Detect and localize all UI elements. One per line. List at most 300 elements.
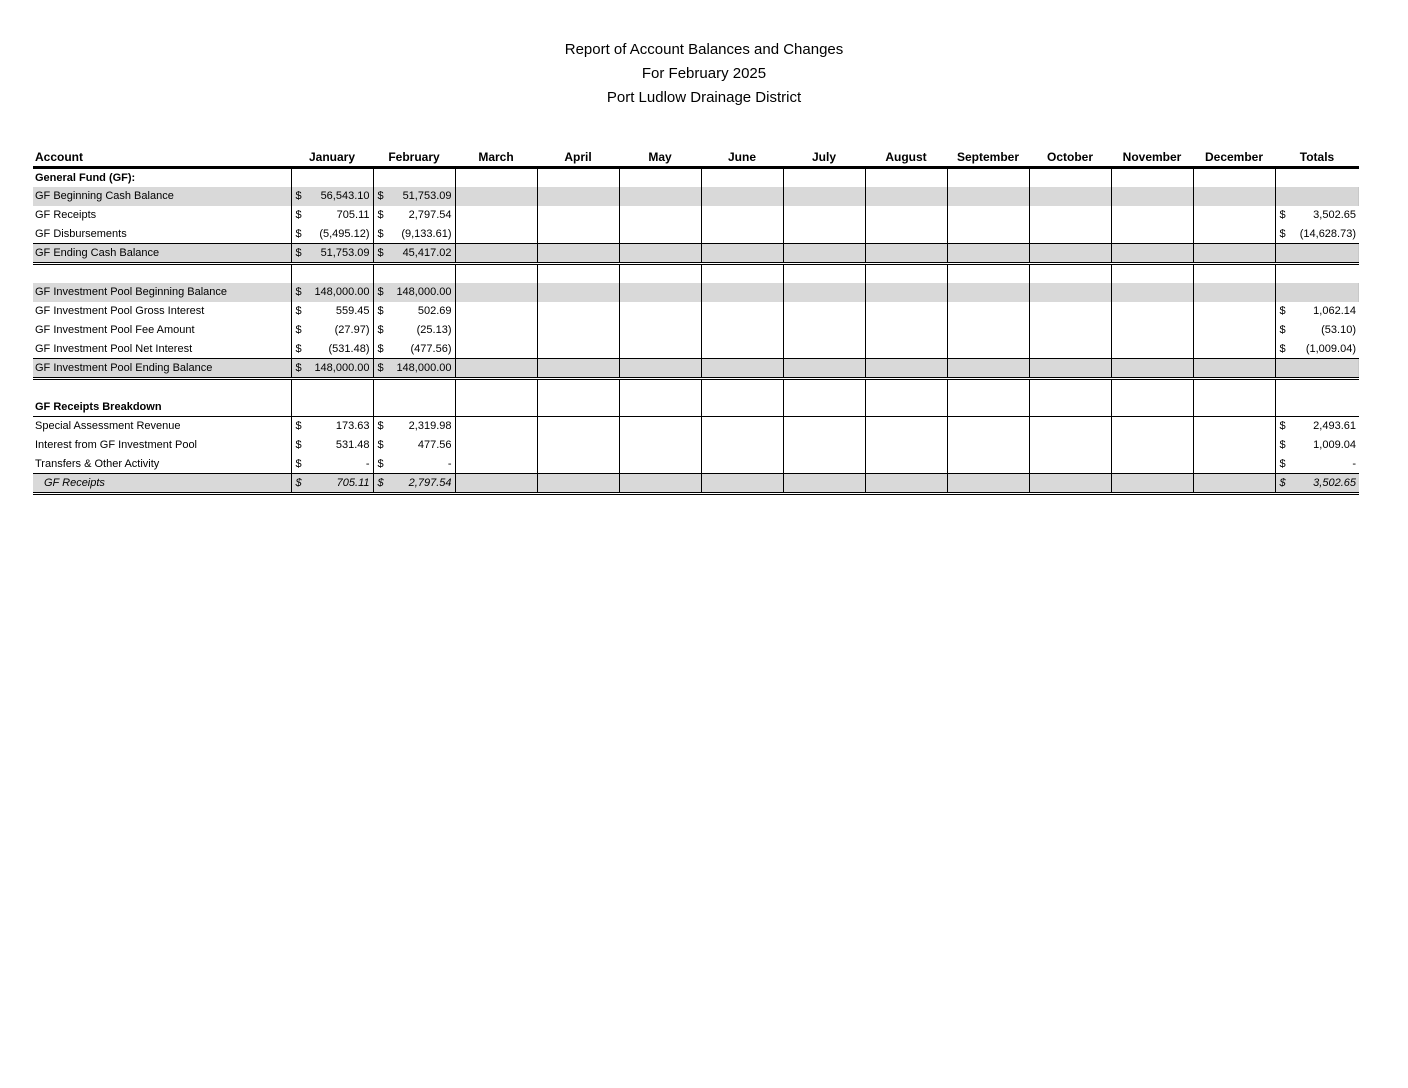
currency-symbol: $: [295, 247, 302, 259]
column-header-march: March: [455, 146, 537, 167]
cell-october: [1029, 359, 1111, 379]
cell-december: [1193, 167, 1275, 187]
amount-value: (531.48): [328, 342, 370, 355]
cell-august: [865, 379, 947, 398]
cell-march: [455, 244, 537, 264]
account-label: GF Receipts: [35, 209, 97, 221]
cell-july: [783, 359, 865, 379]
cell-march: [455, 474, 537, 494]
report-title: Report of Account Balances and Changes: [564, 41, 844, 58]
cell-september: [947, 167, 1029, 187]
cell-april: [537, 359, 619, 379]
cell-september: [947, 187, 1029, 206]
table-row-gf-pool-fee: [33, 321, 1359, 340]
currency-symbol: $: [377, 247, 384, 259]
cell-may: [619, 264, 701, 283]
cell-january: [291, 206, 373, 225]
amount-value: 2,797.54: [408, 477, 452, 489]
cell-january: [291, 436, 373, 455]
cell-february: [373, 321, 455, 340]
cell-november: [1111, 283, 1193, 302]
cell-march: [455, 436, 537, 455]
cell-may: [619, 359, 701, 379]
cell-march: [455, 264, 537, 283]
table-row-gf-pool-gross-interest: [33, 302, 1359, 321]
cell-january: [291, 244, 373, 264]
cell-september: [947, 417, 1029, 436]
amount-value: 148,000.00: [314, 362, 370, 374]
cell-august: [865, 302, 947, 321]
cell-may: [619, 302, 701, 321]
cell-january: [291, 225, 373, 244]
cell-totals: [1275, 359, 1359, 379]
table-row-spacer-1: [33, 264, 1359, 283]
cell-april: [537, 264, 619, 283]
cell-totals: [1275, 264, 1359, 283]
cell-january: [291, 167, 373, 187]
amount-value: (9,133.61): [401, 227, 452, 240]
cell-january: [291, 321, 373, 340]
amount-value: 559.45: [335, 305, 370, 317]
amount-value: 705.11: [336, 209, 370, 221]
cell-totals: [1275, 379, 1359, 398]
cell-june: [701, 167, 783, 187]
cell-september: [947, 206, 1029, 225]
cell-march: [455, 340, 537, 359]
table-row-special-assessment: [33, 417, 1359, 436]
table-row-gf-pool-beginning: [33, 283, 1359, 302]
cell-august: [865, 455, 947, 474]
account-label: GF Receipts: [33, 474, 291, 494]
cell-may: [619, 436, 701, 455]
cell-october: [1029, 264, 1111, 283]
cell-september: [947, 340, 1029, 359]
cell-totals: [1275, 474, 1359, 494]
table-row-gf-beginning-cash: [33, 187, 1359, 206]
currency-symbol: $: [377, 324, 384, 336]
cell-june: [701, 225, 783, 244]
currency-symbol: $: [377, 305, 384, 317]
cell-april: [537, 340, 619, 359]
cell-june: [701, 206, 783, 225]
cell-november: [1111, 417, 1193, 436]
cell-january: [291, 398, 373, 417]
table-row-interest-from-pool: [33, 436, 1359, 455]
cell-april: [537, 474, 619, 494]
cell-totals: [1275, 225, 1359, 244]
balances-table: [33, 146, 1359, 495]
account-label: GF Investment Pool Fee Amount: [35, 324, 195, 336]
currency-symbol: $: [295, 209, 302, 221]
table-row-gf-receipts: [33, 206, 1359, 225]
cell-totals: [1275, 436, 1359, 455]
cell-november: [1111, 455, 1193, 474]
cell-march: [455, 302, 537, 321]
cell-may: [619, 398, 701, 417]
cell-september: [947, 398, 1029, 417]
currency-symbol: $: [377, 420, 384, 433]
cell-february: [373, 225, 455, 244]
amount-value: 705.11: [336, 477, 370, 489]
cell-totals: [1275, 167, 1359, 187]
currency-symbol: $: [377, 457, 384, 470]
total-value: (53.10): [1321, 324, 1356, 336]
currency-symbol: $: [1279, 324, 1286, 336]
currency-symbol: $: [377, 286, 384, 298]
cell-september: [947, 283, 1029, 302]
amount-value: 2,319.98: [408, 420, 452, 433]
currency-symbol: $: [377, 190, 384, 202]
currency-symbol: $: [295, 457, 302, 470]
cell-december: [1193, 455, 1275, 474]
cell-december: [1193, 264, 1275, 283]
cell-march: [455, 379, 537, 398]
cell-february: [373, 436, 455, 455]
cell-july: [783, 167, 865, 187]
cell-april: [537, 187, 619, 206]
cell-october: [1029, 436, 1111, 455]
account-label: GF Ending Cash Balance: [33, 244, 291, 264]
cell-april: [537, 321, 619, 340]
total-value: (1,009.04): [1305, 342, 1356, 355]
cell-april: [537, 167, 619, 187]
cell-february: [373, 206, 455, 225]
cell-september: [947, 474, 1029, 494]
cell-july: [783, 302, 865, 321]
cell-june: [701, 474, 783, 494]
cell-october: [1029, 321, 1111, 340]
table-row-gf-receipts-total: [33, 474, 1359, 494]
cell-december: [1193, 398, 1275, 417]
cell-totals: [1275, 283, 1359, 302]
cell-august: [865, 187, 947, 206]
cell-april: [537, 244, 619, 264]
cell-december: [1193, 187, 1275, 206]
amount-value: 56,543.10: [320, 190, 370, 202]
cell-september: [947, 244, 1029, 264]
cell-december: [1193, 379, 1275, 398]
cell-july: [783, 436, 865, 455]
amount-value: (477.56): [410, 342, 452, 355]
column-header-june: June: [701, 146, 783, 167]
cell-january: [291, 474, 373, 494]
cell-june: [701, 359, 783, 379]
column-header-july: July: [783, 146, 865, 167]
amount-value: 173.63: [335, 420, 370, 433]
cell-march: [455, 206, 537, 225]
currency-symbol: $: [1279, 477, 1286, 489]
cell-may: [619, 455, 701, 474]
cell-march: [455, 321, 537, 340]
cell-june: [701, 417, 783, 436]
cell-february: [373, 283, 455, 302]
cell-august: [865, 244, 947, 264]
cell-october: [1029, 167, 1111, 187]
cell-october: [1029, 398, 1111, 417]
report-entity: Port Ludlow Drainage District: [606, 89, 802, 106]
account-label: [33, 379, 291, 398]
cell-totals: [1275, 455, 1359, 474]
amount-value: (5,495.12): [319, 227, 370, 240]
cell-totals: [1275, 187, 1359, 206]
cell-totals: [1275, 417, 1359, 436]
amount-value: 45,417.02: [402, 247, 452, 259]
cell-april: [537, 455, 619, 474]
cell-november: [1111, 398, 1193, 417]
cell-august: [865, 206, 947, 225]
cell-december: [1193, 340, 1275, 359]
cell-june: [701, 302, 783, 321]
cell-september: [947, 359, 1029, 379]
cell-july: [783, 321, 865, 340]
cell-august: [865, 321, 947, 340]
amount-value: 148,000.00: [396, 362, 452, 374]
cell-july: [783, 398, 865, 417]
cell-december: [1193, 474, 1275, 494]
cell-june: [701, 321, 783, 340]
cell-august: [865, 167, 947, 187]
currency-symbol: $: [295, 439, 302, 451]
cell-january: [291, 379, 373, 398]
cell-february: [373, 455, 455, 474]
amount-value: 477.56: [417, 439, 452, 451]
currency-symbol: $: [377, 209, 384, 221]
account-label: GF Investment Pool Net Interest: [35, 342, 193, 355]
cell-february: [373, 264, 455, 283]
cell-november: [1111, 206, 1193, 225]
cell-march: [455, 417, 537, 436]
cell-january: [291, 340, 373, 359]
cell-may: [619, 283, 701, 302]
cell-august: [865, 340, 947, 359]
cell-july: [783, 340, 865, 359]
column-header-october: October: [1029, 146, 1111, 167]
cell-october: [1029, 340, 1111, 359]
cell-october: [1029, 474, 1111, 494]
cell-february: [373, 379, 455, 398]
cell-september: [947, 264, 1029, 283]
cell-july: [783, 474, 865, 494]
cell-august: [865, 264, 947, 283]
column-header-january: January: [291, 146, 373, 167]
cell-totals: [1275, 244, 1359, 264]
cell-november: [1111, 321, 1193, 340]
cell-may: [619, 225, 701, 244]
table-row-gf-pool-ending: [33, 359, 1359, 379]
cell-september: [947, 379, 1029, 398]
cell-september: [947, 455, 1029, 474]
currency-symbol: $: [295, 342, 302, 355]
cell-july: [783, 187, 865, 206]
cell-july: [783, 379, 865, 398]
cell-january: [291, 302, 373, 321]
account-label: GF Beginning Cash Balance: [33, 187, 291, 206]
cell-april: [537, 417, 619, 436]
cell-january: [291, 417, 373, 436]
cell-february: [373, 359, 455, 379]
cell-march: [455, 187, 537, 206]
cell-march: [455, 359, 537, 379]
table-row-spacer-2: [33, 379, 1359, 398]
column-header-april: April: [537, 146, 619, 167]
cell-august: [865, 283, 947, 302]
cell-february: [373, 244, 455, 264]
column-header-september: September: [947, 146, 1029, 167]
total-value: -: [1352, 457, 1356, 470]
cell-october: [1029, 244, 1111, 264]
cell-december: [1193, 417, 1275, 436]
cell-february: [373, 398, 455, 417]
account-label: GF Investment Pool Beginning Balance: [33, 283, 291, 302]
account-label: GF Receipts Breakdown: [35, 400, 162, 413]
cell-november: [1111, 167, 1193, 187]
cell-april: [537, 398, 619, 417]
account-label: Transfers & Other Activity: [35, 457, 160, 470]
cell-october: [1029, 417, 1111, 436]
cell-december: [1193, 302, 1275, 321]
cell-may: [619, 244, 701, 264]
amount-value: 502.69: [417, 305, 452, 317]
cell-totals: [1275, 302, 1359, 321]
cell-march: [455, 455, 537, 474]
table-row-gf-receipts-breakdown: [33, 398, 1359, 417]
amount-value: 148,000.00: [396, 286, 452, 298]
cell-november: [1111, 264, 1193, 283]
currency-symbol: $: [377, 477, 384, 489]
amount-value: 51,753.09: [402, 190, 452, 202]
cell-april: [537, 379, 619, 398]
cell-may: [619, 417, 701, 436]
cell-october: [1029, 187, 1111, 206]
cell-november: [1111, 244, 1193, 264]
cell-october: [1029, 225, 1111, 244]
account-label: Special Assessment Revenue: [33, 417, 291, 436]
account-label: GF Disbursements: [35, 227, 127, 240]
cell-march: [455, 225, 537, 244]
cell-september: [947, 436, 1029, 455]
cell-november: [1111, 340, 1193, 359]
currency-symbol: $: [377, 362, 384, 374]
cell-totals: [1275, 398, 1359, 417]
cell-april: [537, 436, 619, 455]
cell-june: [701, 340, 783, 359]
cell-november: [1111, 379, 1193, 398]
cell-may: [619, 474, 701, 494]
total-value: (14,628.73): [1299, 227, 1356, 240]
currency-symbol: $: [295, 227, 302, 240]
account-label: Interest from GF Investment Pool: [35, 439, 198, 451]
cell-october: [1029, 379, 1111, 398]
cell-november: [1111, 187, 1193, 206]
cell-october: [1029, 455, 1111, 474]
cell-october: [1029, 206, 1111, 225]
amount-value: -: [365, 457, 370, 470]
amount-value: 51,753.09: [320, 247, 370, 259]
cell-june: [701, 283, 783, 302]
cell-april: [537, 302, 619, 321]
cell-august: [865, 436, 947, 455]
table-row-gf-pool-net-interest: [33, 340, 1359, 359]
amount-value: -: [447, 457, 452, 470]
amount-value: 2,797.54: [408, 209, 452, 221]
cell-october: [1029, 283, 1111, 302]
currency-symbol: $: [295, 305, 302, 317]
currency-symbol: $: [295, 324, 302, 336]
total-value: 3,502.65: [1313, 477, 1356, 489]
cell-august: [865, 225, 947, 244]
cell-january: [291, 283, 373, 302]
table-row-gf-ending-cash: [33, 244, 1359, 264]
cell-april: [537, 283, 619, 302]
cell-december: [1193, 321, 1275, 340]
currency-symbol: $: [377, 439, 384, 451]
column-header-november: November: [1111, 146, 1193, 167]
currency-symbol: $: [377, 342, 384, 355]
currency-symbol: $: [1279, 420, 1286, 433]
cell-november: [1111, 474, 1193, 494]
currency-symbol: $: [377, 227, 384, 240]
cell-june: [701, 379, 783, 398]
cell-january: [291, 187, 373, 206]
report-period: For February 2025: [641, 65, 767, 82]
cell-december: [1193, 244, 1275, 264]
cell-october: [1029, 302, 1111, 321]
cell-june: [701, 264, 783, 283]
cell-november: [1111, 302, 1193, 321]
cell-march: [455, 283, 537, 302]
total-value: 1,062.14: [1313, 305, 1356, 317]
currency-symbol: $: [1279, 439, 1286, 451]
amount-value: (27.97): [334, 324, 370, 336]
cell-totals: [1275, 206, 1359, 225]
table-row-gf-header: [33, 167, 1359, 187]
cell-march: [455, 167, 537, 187]
table-body: [33, 167, 1359, 494]
cell-january: [291, 264, 373, 283]
cell-january: [291, 455, 373, 474]
cell-may: [619, 187, 701, 206]
amount-value: 531.48: [335, 439, 370, 451]
cell-july: [783, 417, 865, 436]
cell-june: [701, 187, 783, 206]
cell-totals: [1275, 321, 1359, 340]
column-header-totals: Totals: [1275, 146, 1359, 167]
currency-symbol: $: [295, 362, 302, 374]
column-header-february: February: [373, 146, 455, 167]
table-row-transfers-other: [33, 455, 1359, 474]
cell-january: [291, 359, 373, 379]
amount-value: 148,000.00: [314, 286, 370, 298]
cell-december: [1193, 283, 1275, 302]
currency-symbol: $: [1279, 209, 1286, 221]
cell-august: [865, 417, 947, 436]
total-value: 2,493.61: [1313, 420, 1356, 433]
cell-november: [1111, 359, 1193, 379]
cell-september: [947, 302, 1029, 321]
cell-may: [619, 206, 701, 225]
cell-totals: [1275, 340, 1359, 359]
currency-symbol: $: [295, 420, 302, 433]
cell-july: [783, 244, 865, 264]
account-label: [33, 264, 291, 283]
cell-december: [1193, 359, 1275, 379]
cell-july: [783, 455, 865, 474]
column-header-august: August: [865, 146, 947, 167]
cell-june: [701, 244, 783, 264]
cell-may: [619, 340, 701, 359]
total-value: 3,502.65: [1313, 209, 1356, 221]
cell-august: [865, 474, 947, 494]
